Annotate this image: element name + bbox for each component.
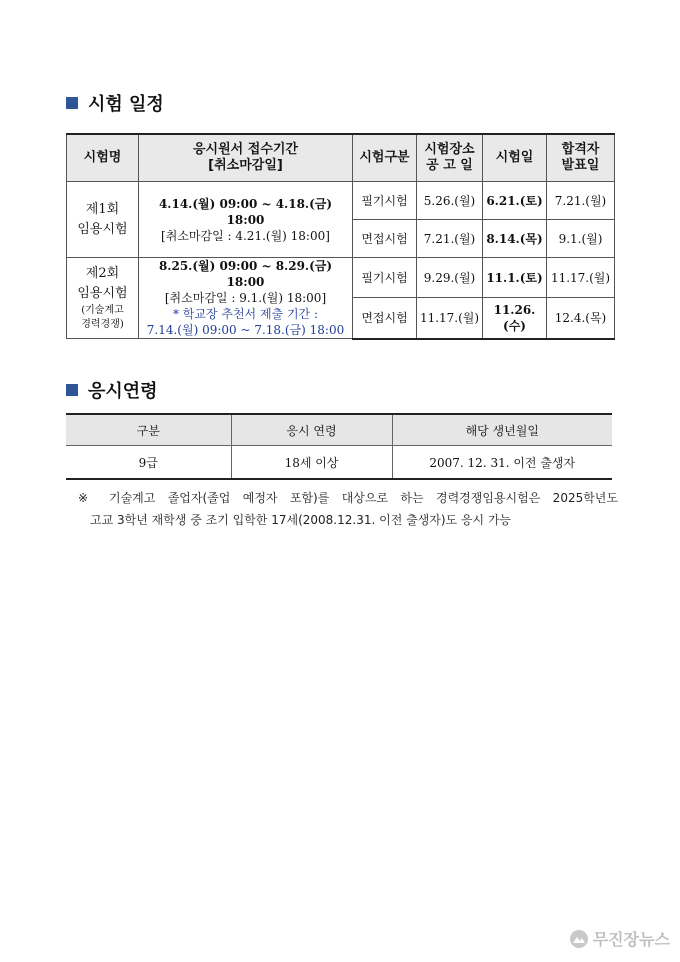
table-row: [66, 446, 612, 480]
round1-written-notice: 5.26.(월): [417, 182, 483, 220]
round2-interview-result: 12.4.(목): [547, 298, 615, 339]
header-application-period: 응시원서 접수기간 [취소마감일]: [139, 134, 353, 182]
table-row: [67, 258, 615, 298]
round1-period: 4.14.(월) 09:00 ~ 4.18.(금) 18:00 [취소마감일 : 4.21.(월) 18:00]: [139, 182, 353, 258]
round2-interview-exam: 11.26.(수): [483, 298, 547, 339]
round2-written-type: 필기시험: [353, 258, 417, 298]
header-result-date: 합격자 발표일: [547, 134, 615, 182]
cell-grade: 9급: [66, 446, 231, 480]
round2-name: 제2회 임용시험 (기술계고 경력경쟁): [67, 258, 139, 339]
watermark: [569, 927, 670, 950]
table-header-row: [66, 414, 612, 446]
header-category: 구분: [66, 414, 231, 446]
section-title-text: 시험 일정: [88, 94, 164, 115]
round1-name: 제1회 임용시험: [67, 182, 139, 258]
footnote: [78, 487, 618, 531]
footnote-line2: 고교 3학년 재학생 중 조기 입학한 17세(2008.12.31. 이전 출생자)도 응시 가능: [90, 513, 512, 527]
section-title-text: 응시연령: [88, 381, 158, 402]
round2-interview-notice: 11.17.(월): [417, 298, 483, 339]
cell-age: 18세 이상: [231, 446, 392, 480]
table-row: [67, 182, 615, 220]
header-exam-date: 시험일: [483, 134, 547, 182]
footnote-line1: ※ 기술계고 졸업자(졸업 예정자 포함)를 대상으로 하는 경력경쟁임용시험은 2025학년도: [78, 491, 618, 505]
header-venue-notice: 시험장소 공 고 일: [417, 134, 483, 182]
watermark-logo-icon: [569, 929, 589, 949]
cell-birthdate: 2007. 12. 31. 이전 출생자: [392, 446, 612, 480]
header-exam-type: 시험구분: [353, 134, 417, 182]
section-title-age: [66, 377, 158, 403]
round1-interview-result: 9.1.(월): [547, 220, 615, 258]
round2-interview-type: 면접시험: [353, 298, 417, 339]
watermark-text: 무진장뉴스: [592, 930, 670, 949]
age-table: [66, 413, 612, 480]
round2-written-exam: 11.1.(토): [483, 258, 547, 298]
header-birthdate: 해당 생년월일: [392, 414, 612, 446]
exam-schedule-table: [66, 133, 615, 340]
header-age: 응시 연령: [231, 414, 392, 446]
round1-written-exam: 6.21.(토): [483, 182, 547, 220]
round2-period: 8.25.(월) 09:00 ~ 8.29.(금) 18:00 [취소마감일 : 9.1.(월) 18:00] * 학교장 추천서 제출 기간 : 7.14.(월) 09:00 ~ 7.18.(금) 18:00: [139, 258, 353, 339]
round1-interview-type: 면접시험: [353, 220, 417, 258]
round1-written-result: 7.21.(월): [547, 182, 615, 220]
round1-interview-exam: 8.14.(목): [483, 220, 547, 258]
round2-written-result: 11.17.(월): [547, 258, 615, 298]
table-header-row: [67, 134, 615, 182]
square-bullet-icon: [66, 97, 78, 109]
round1-written-type: 필기시험: [353, 182, 417, 220]
square-bullet-icon: [66, 384, 78, 396]
header-exam-name: 시험명: [67, 134, 139, 182]
section-title-schedule: [66, 90, 164, 116]
round1-interview-notice: 7.21.(월): [417, 220, 483, 258]
round2-written-notice: 9.29.(월): [417, 258, 483, 298]
